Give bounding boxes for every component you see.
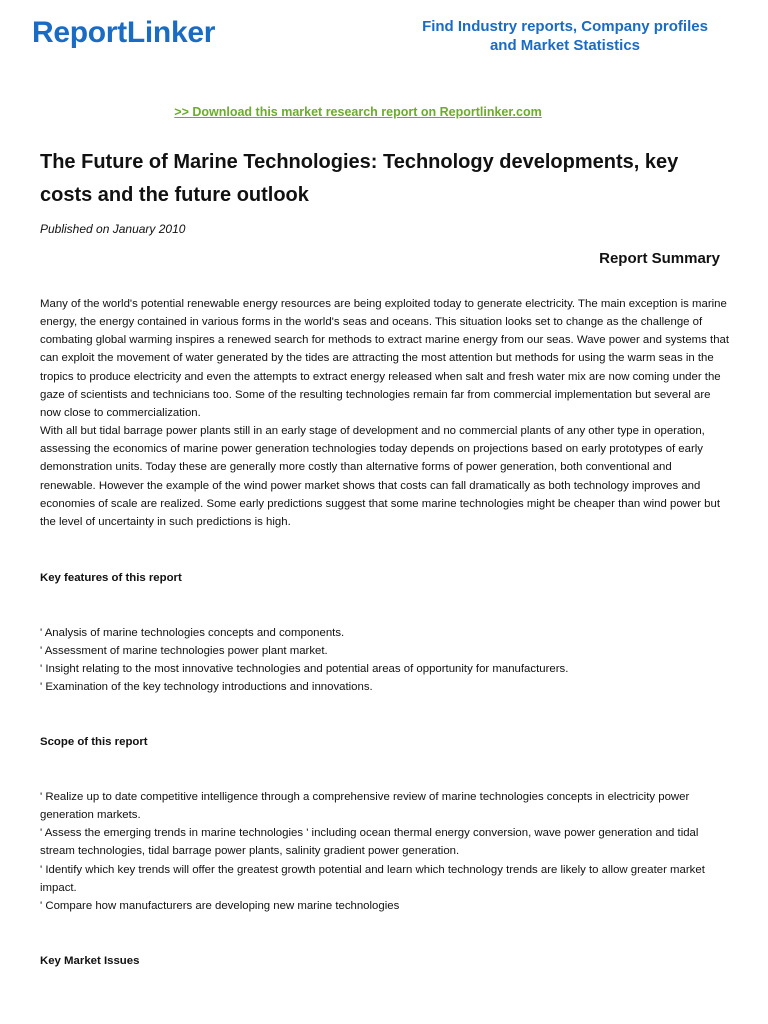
list-item: ' Examination of the key technology introductions and innovations. [40, 681, 373, 694]
summary-paragraph-2: With all but tidal barrage power plants still in an early stage of development and no commercial plants of any other type in operation, assessing the economics of marine power generation technologies today depends on projections based on early prototypes of early demonstration units. Today these are generally more costly than alternative forms of power generation, both conventional and renewable. However the example of the wind power market shows that costs can fall dramatically as both technology improves and economies of scale are realized. Some early predictions suggest that some marine technologies might be cheaper than wind power but the level of uncertainty in such predictions is high. [40, 425, 721, 528]
report-summary-body [40, 295, 730, 531]
scope-list [40, 788, 730, 915]
key-features-heading: Key features of this report [40, 572, 182, 584]
list-item: ' Assessment of marine technologies power plant market. [40, 645, 328, 658]
key-market-issues-heading: Key Market Issues [40, 955, 140, 967]
report-title: The Future of Marine Technologies: Technology developments, key costs and the future outlook [40, 151, 679, 206]
list-item: ' Identify which key trends will offer the greatest growth potential and learn which technology trends are likely to allow greater market impact. [40, 863, 705, 894]
published-date: Published on January 2010 [40, 222, 186, 236]
list-item: ' Compare how manufacturers are developing new marine technologies [40, 899, 400, 912]
key-features-list [40, 624, 730, 697]
report-summary-heading: Report Summary [599, 250, 720, 267]
list-item: ' Assess the emerging trends in marine technologies ' including ocean thermal energy conversion, wave power generation and tidal stream technologies, tidal barrage power plants, salinity gradient power generation. [40, 827, 699, 858]
scope-heading: Scope of this report [40, 736, 148, 748]
tagline-line-1: Find Industry reports, Company profiles [422, 18, 708, 35]
reportlinker-logo[interactable]: ReportLinker [32, 16, 216, 49]
download-report-link[interactable]: >> Download this market research report on Reportlinker.com [174, 105, 542, 119]
tagline-line-2: and Market Statistics [489, 37, 641, 54]
summary-paragraph-1: Many of the world's potential renewable energy resources are being exploited today to generate electricity. The main exception is marine energy, the energy contained in various forms in the world's seas and oceans. This situation looks set to change as the challenge of combating global warming inspires a renewed search for methods to extract marine energy from our seas. Wave power and systems that can exploit the movement of water generated by the tides are attracting the most attention but methods for using the warm seas in the tropics to produce electricity and even the attempts to extract energy released when salt and fresh water mix are now coming under the gaze of scientists and technicians too. Some of the resulting technologies remain far from commercial implementation but several are now close to commercialization. [40, 298, 730, 419]
list-item: ' Realize up to date competitive intelligence through a comprehensive review of marine technologies concepts in electricity power generation markets. [40, 791, 690, 822]
list-item: ' Insight relating to the most innovative technologies and potential areas of opportunity for manufacturers. [40, 663, 569, 676]
list-item: ' Analysis of marine technologies concepts and components. [40, 627, 345, 639]
header-tagline [400, 17, 730, 55]
